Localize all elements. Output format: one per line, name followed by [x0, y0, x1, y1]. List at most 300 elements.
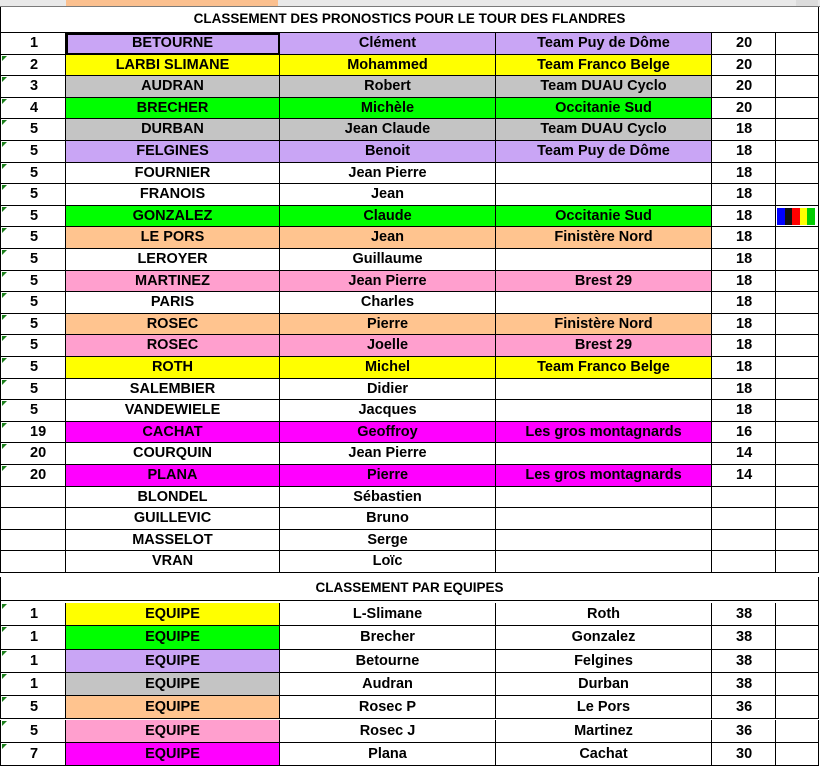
name-cell[interactable] — [66, 249, 280, 271]
points-cell[interactable] — [712, 357, 776, 379]
extra-cell[interactable] — [776, 357, 819, 379]
points-cell[interactable] — [712, 271, 776, 293]
extra-cell[interactable] — [776, 335, 819, 357]
points-cell[interactable] — [712, 335, 776, 357]
team-member-b-cell[interactable] — [496, 603, 712, 626]
team-points-cell-text: 38 — [736, 675, 753, 692]
firstname-cell[interactable] — [280, 76, 496, 98]
firstname-cell-text: Jean Pierre — [348, 445, 427, 462]
points-cell[interactable] — [712, 119, 776, 141]
team-member-b-cell[interactable] — [496, 626, 712, 649]
name-cell[interactable] — [66, 76, 280, 98]
rank-cell[interactable] — [0, 422, 66, 444]
team-cell[interactable] — [496, 76, 712, 98]
points-cell-text: 20 — [736, 35, 753, 51]
ranking-row — [0, 184, 820, 206]
rank-cell[interactable] — [0, 551, 66, 573]
team-row — [0, 626, 820, 649]
name-cell[interactable] — [66, 465, 280, 487]
points-cell-text: 18 — [736, 229, 753, 246]
points-cell-text: 18 — [736, 359, 753, 375]
extra-cell[interactable] — [776, 184, 819, 206]
firstname-cell[interactable] — [280, 335, 496, 357]
rank-cell[interactable] — [0, 487, 66, 509]
team-cell[interactable] — [496, 98, 712, 120]
name-cell-text: CACHAT — [142, 423, 203, 440]
points-cell[interactable] — [712, 98, 776, 120]
name-cell[interactable] — [66, 141, 280, 163]
team-cell[interactable] — [496, 400, 712, 422]
points-cell[interactable] — [712, 33, 776, 55]
name-cell[interactable] — [66, 487, 280, 509]
name-cell-text: FOURNIER — [134, 164, 211, 181]
extra-cell[interactable] — [776, 400, 819, 422]
extra-cell[interactable] — [776, 227, 819, 249]
team-cell[interactable] — [496, 33, 712, 55]
points-cell[interactable] — [712, 508, 776, 530]
points-cell[interactable] — [712, 163, 776, 185]
extra-cell[interactable] — [776, 33, 819, 55]
ranking-row — [0, 141, 820, 163]
name-cell[interactable] — [66, 508, 280, 530]
firstname-cell[interactable] — [280, 163, 496, 185]
team-rank-cell[interactable] — [0, 603, 66, 626]
extra-cell[interactable] — [776, 508, 819, 530]
cell-comment-marker — [2, 721, 7, 726]
name-cell[interactable] — [66, 184, 280, 206]
ranking-row — [0, 530, 820, 552]
team-row — [0, 603, 820, 626]
points-cell[interactable] — [712, 400, 776, 422]
points-cell[interactable] — [712, 530, 776, 552]
team-points-cell[interactable] — [712, 626, 776, 649]
points-cell-text: 18 — [736, 402, 753, 419]
name-cell-text: COURQUIN — [133, 445, 212, 462]
team-member-b-cell[interactable] — [496, 720, 712, 743]
team-member-a-cell[interactable] — [280, 673, 496, 696]
name-cell[interactable] — [66, 314, 280, 336]
team-cell[interactable] — [496, 379, 712, 401]
team-cell[interactable] — [496, 530, 712, 552]
previous-row-accent — [66, 0, 278, 6]
extra-cell[interactable] — [776, 422, 819, 444]
team-points-cell[interactable] — [712, 650, 776, 673]
team-rank-cell-text: 1 — [30, 675, 39, 692]
team-cell[interactable] — [496, 55, 712, 77]
ranking-row — [0, 55, 820, 77]
team-label-cell[interactable] — [66, 603, 280, 626]
ranking-row — [0, 443, 820, 465]
rank-cell[interactable] — [0, 271, 66, 293]
team-cell[interactable] — [496, 141, 712, 163]
team-cell[interactable] — [496, 314, 712, 336]
team-member-a-cell[interactable] — [280, 696, 496, 719]
flag-stripe — [800, 208, 808, 225]
ranking-row — [0, 206, 820, 228]
name-cell[interactable] — [66, 422, 280, 444]
previous-row-strip — [0, 0, 820, 7]
team-member-a-cell[interactable] — [280, 743, 496, 766]
cell-comment-marker — [2, 120, 7, 125]
team-rank-cell-text: 1 — [30, 652, 39, 669]
ranking-row — [0, 487, 820, 509]
ranking-row — [0, 379, 820, 401]
team-extra-cell[interactable] — [776, 650, 819, 673]
rank-cell-text: 20 — [30, 445, 47, 462]
firstname-cell[interactable] — [280, 98, 496, 120]
firstname-cell-text: Robert — [364, 78, 411, 95]
points-cell[interactable] — [712, 141, 776, 163]
team-points-cell[interactable] — [712, 696, 776, 719]
points-cell[interactable] — [712, 206, 776, 228]
extra-cell[interactable] — [776, 119, 819, 141]
extra-cell[interactable] — [776, 551, 819, 573]
team-extra-cell[interactable] — [776, 603, 819, 626]
team-member-a-cell[interactable] — [280, 603, 496, 626]
rank-cell[interactable] — [0, 98, 66, 120]
points-cell-text: 18 — [736, 294, 753, 311]
team-cell[interactable] — [496, 551, 712, 573]
team-rank-cell[interactable] — [0, 673, 66, 696]
points-cell[interactable] — [712, 227, 776, 249]
firstname-cell[interactable] — [280, 55, 496, 77]
firstname-cell[interactable] — [280, 465, 496, 487]
team-points-cell-text: 38 — [736, 606, 753, 622]
team-cell[interactable] — [496, 335, 712, 357]
rank-cell-text: 20 — [30, 467, 47, 483]
team-cell[interactable] — [496, 206, 712, 228]
team-row — [0, 673, 820, 696]
rank-cell[interactable] — [0, 33, 66, 55]
rank-cell-text: 5 — [30, 143, 39, 159]
name-cell-text: FELGINES — [136, 143, 209, 159]
firstname-cell-text: Didier — [366, 380, 409, 397]
team-cell[interactable] — [496, 184, 712, 206]
name-cell[interactable] — [66, 379, 280, 401]
cell-comment-marker — [2, 185, 7, 190]
team-cell[interactable] — [496, 227, 712, 249]
firstname-cell-text: Guillaume — [352, 251, 423, 267]
name-cell[interactable] — [66, 98, 280, 120]
rank-cell[interactable] — [0, 227, 66, 249]
firstname-cell-text: Jean Pierre — [348, 164, 427, 181]
team-points-cell[interactable] — [712, 743, 776, 766]
rank-cell-text: 4 — [30, 99, 39, 116]
team-label-cell[interactable] — [66, 673, 280, 696]
team-cell[interactable] — [496, 487, 712, 509]
extra-cell[interactable] — [776, 292, 819, 314]
rank-cell[interactable] — [0, 357, 66, 379]
name-cell[interactable] — [66, 357, 280, 379]
team-row — [0, 696, 820, 719]
team-points-cell-text: 36 — [736, 722, 753, 739]
rank-cell[interactable] — [0, 508, 66, 530]
name-cell-text: BRECHER — [136, 99, 209, 116]
firstname-cell[interactable] — [280, 487, 496, 509]
team-rank-cell[interactable] — [0, 626, 66, 649]
cell-comment-marker — [2, 207, 7, 212]
extra-cell[interactable] — [776, 206, 819, 228]
team-member-b-cell-text: Gonzalez — [571, 629, 636, 646]
firstname-cell[interactable] — [280, 551, 496, 573]
extra-cell[interactable] — [776, 379, 819, 401]
team-row — [0, 650, 820, 673]
team-cell[interactable] — [496, 292, 712, 314]
firstname-cell[interactable] — [280, 271, 496, 293]
team-rank-cell-text: 5 — [30, 722, 39, 739]
extra-cell[interactable] — [776, 76, 819, 98]
rank-cell-text: 5 — [30, 272, 39, 289]
extra-cell[interactable] — [776, 443, 819, 465]
firstname-cell[interactable] — [280, 141, 496, 163]
name-cell-text: FRANOIS — [139, 186, 206, 203]
firstname-cell[interactable] — [280, 119, 496, 141]
points-cell[interactable] — [712, 292, 776, 314]
flag-stripe — [785, 208, 793, 225]
name-cell-text: BETOURNE — [131, 35, 214, 51]
firstname-cell[interactable] — [280, 530, 496, 552]
points-cell[interactable] — [712, 465, 776, 487]
firstname-cell[interactable] — [280, 227, 496, 249]
name-cell[interactable] — [66, 119, 280, 141]
rank-cell-text: 5 — [30, 251, 39, 267]
team-member-a-cell[interactable] — [280, 720, 496, 743]
cell-comment-marker — [2, 466, 7, 471]
team-rank-cell[interactable] — [0, 720, 66, 743]
name-cell-text: LE PORS — [140, 229, 205, 246]
rank-cell[interactable] — [0, 465, 66, 487]
team-member-b-cell[interactable] — [496, 743, 712, 766]
rank-cell-text: 5 — [30, 164, 39, 181]
team-points-cell[interactable] — [712, 673, 776, 696]
rank-cell[interactable] — [0, 314, 66, 336]
team-rank-cell[interactable] — [0, 650, 66, 673]
rank-cell[interactable] — [0, 141, 66, 163]
name-cell[interactable] — [66, 335, 280, 357]
rank-cell[interactable] — [0, 184, 66, 206]
points-cell[interactable] — [712, 551, 776, 573]
firstname-cell-text: Benoit — [364, 143, 411, 159]
team-member-a-cell[interactable] — [280, 626, 496, 649]
teams-title-text: CLASSEMENT PAR EQUIPES — [315, 580, 504, 595]
points-cell-text: 18 — [736, 251, 753, 267]
extra-cell[interactable] — [776, 249, 819, 271]
cell-comment-marker — [2, 272, 7, 277]
team-member-a-cell-text: Rosec P — [358, 699, 417, 716]
rank-cell[interactable] — [0, 55, 66, 77]
name-cell[interactable] — [66, 271, 280, 293]
rank-cell-text: 3 — [30, 78, 39, 95]
extra-cell[interactable] — [776, 55, 819, 77]
team-label-cell[interactable] — [66, 626, 280, 649]
team-cell[interactable] — [496, 357, 712, 379]
firstname-cell-text: Michel — [364, 359, 411, 375]
extra-cell[interactable] — [776, 98, 819, 120]
extra-cell[interactable] — [776, 271, 819, 293]
team-label-cell[interactable] — [66, 650, 280, 673]
name-cell[interactable] — [66, 55, 280, 77]
rank-cell[interactable] — [0, 400, 66, 422]
extra-cell[interactable] — [776, 141, 819, 163]
team-cell[interactable] — [496, 422, 712, 444]
firstname-cell[interactable] — [280, 443, 496, 465]
firstname-cell[interactable] — [280, 422, 496, 444]
rank-cell[interactable] — [0, 443, 66, 465]
points-cell[interactable] — [712, 76, 776, 98]
team-cell-text: Team Franco Belge — [537, 359, 670, 375]
firstname-cell[interactable] — [280, 33, 496, 55]
name-cell[interactable] — [66, 206, 280, 228]
team-cell[interactable] — [496, 163, 712, 185]
team-member-b-cell-text: Felgines — [574, 652, 633, 669]
name-cell[interactable] — [66, 443, 280, 465]
points-cell-text: 18 — [736, 164, 753, 181]
rank-cell[interactable] — [0, 379, 66, 401]
team-label-cell[interactable] — [66, 720, 280, 743]
name-cell[interactable] — [66, 400, 280, 422]
name-cell[interactable] — [66, 530, 280, 552]
team-member-a-cell[interactable] — [280, 650, 496, 673]
team-member-a-cell-text: Audran — [362, 675, 413, 692]
name-cell-text: DURBAN — [141, 121, 204, 138]
team-member-b-cell-text: Roth — [586, 606, 620, 622]
firstname-cell-text: Jean Claude — [344, 121, 431, 138]
rank-cell-text: 5 — [30, 315, 39, 332]
extra-cell[interactable] — [776, 530, 819, 552]
points-cell[interactable] — [712, 249, 776, 271]
rank-cell-text: 19 — [30, 423, 47, 440]
rank-cell[interactable] — [0, 119, 66, 141]
team-cell-text: Les gros montagnards — [525, 467, 682, 483]
name-cell[interactable] — [66, 33, 280, 55]
ranking-row — [0, 422, 820, 444]
team-member-b-cell-text: Martinez — [574, 722, 633, 739]
points-cell-text: 20 — [736, 99, 753, 116]
rank-cell[interactable] — [0, 76, 66, 98]
rank-cell[interactable] — [0, 249, 66, 271]
team-member-b-cell[interactable] — [496, 696, 712, 719]
firstname-cell-text: Jean — [370, 186, 405, 203]
firstname-cell[interactable] — [280, 357, 496, 379]
points-cell[interactable] — [712, 487, 776, 509]
rank-cell-text: 5 — [30, 359, 39, 375]
name-cell-text: MARTINEZ — [135, 272, 210, 289]
extra-cell[interactable] — [776, 465, 819, 487]
firstname-cell-text: Bruno — [366, 510, 409, 527]
firstname-cell-text: Mohammed — [347, 56, 428, 73]
rank-cell[interactable] — [0, 335, 66, 357]
extra-cell[interactable] — [776, 163, 819, 185]
firstname-cell-text: Geoffroy — [357, 423, 418, 440]
firstname-cell-text: Jacques — [358, 402, 417, 419]
ranking-row — [0, 508, 820, 530]
name-cell-text: GONZALEZ — [132, 207, 213, 224]
firstname-cell[interactable] — [280, 508, 496, 530]
name-cell[interactable] — [66, 292, 280, 314]
cell-comment-marker — [2, 604, 7, 609]
firstname-cell[interactable] — [280, 249, 496, 271]
team-rank-cell-text: 1 — [30, 629, 39, 646]
team-points-cell[interactable] — [712, 603, 776, 626]
firstname-cell-text: Pierre — [366, 315, 409, 332]
firstname-cell[interactable] — [280, 206, 496, 228]
team-extra-cell[interactable] — [776, 743, 819, 766]
team-cell[interactable] — [496, 443, 712, 465]
name-cell[interactable] — [66, 551, 280, 573]
points-cell-text: 18 — [736, 380, 753, 397]
extra-cell[interactable] — [776, 487, 819, 509]
points-cell-text: 16 — [736, 423, 753, 440]
team-points-cell-text: 30 — [736, 745, 753, 762]
rank-cell[interactable] — [0, 292, 66, 314]
team-cell-text: Brest 29 — [574, 337, 633, 354]
team-label-cell-text: EQUIPE — [145, 675, 200, 692]
points-cell[interactable] — [712, 55, 776, 77]
firstname-cell-text: Jean Pierre — [348, 272, 427, 289]
cell-comment-marker — [2, 250, 7, 255]
team-extra-cell[interactable] — [776, 696, 819, 719]
name-cell-text: VRAN — [151, 553, 194, 570]
team-member-a-cell-text: Betourne — [355, 652, 420, 669]
points-cell[interactable] — [712, 443, 776, 465]
team-cell[interactable] — [496, 465, 712, 487]
team-cell[interactable] — [496, 119, 712, 141]
firstname-cell[interactable] — [280, 314, 496, 336]
team-extra-cell[interactable] — [776, 720, 819, 743]
team-label-cell[interactable] — [66, 743, 280, 766]
points-cell-text: 14 — [736, 445, 753, 462]
firstname-cell[interactable] — [280, 400, 496, 422]
firstname-cell-text: Loïc — [372, 553, 403, 570]
points-cell[interactable] — [712, 379, 776, 401]
points-cell[interactable] — [712, 184, 776, 206]
rank-cell[interactable] — [0, 163, 66, 185]
rank-cell-text: 5 — [30, 380, 39, 397]
name-cell-text: AUDRAN — [141, 78, 204, 95]
ranking-row — [0, 163, 820, 185]
name-cell[interactable] — [66, 163, 280, 185]
points-cell[interactable] — [712, 314, 776, 336]
cell-comment-marker — [2, 77, 7, 82]
extra-cell[interactable] — [776, 314, 819, 336]
name-cell-text: LEROYER — [137, 251, 208, 267]
team-rank-cell[interactable] — [0, 743, 66, 766]
cell-comment-marker — [2, 697, 7, 702]
team-member-b-cell[interactable] — [496, 673, 712, 696]
points-cell[interactable] — [712, 422, 776, 444]
team-rank-cell[interactable] — [0, 696, 66, 719]
ranking-row — [0, 551, 820, 573]
team-cell[interactable] — [496, 249, 712, 271]
name-cell-text: MASSELOT — [132, 531, 213, 548]
firstname-cell[interactable] — [280, 292, 496, 314]
rank-cell[interactable] — [0, 530, 66, 552]
team-cell[interactable] — [496, 508, 712, 530]
name-cell[interactable] — [66, 227, 280, 249]
team-member-b-cell[interactable] — [496, 650, 712, 673]
firstname-cell[interactable] — [280, 379, 496, 401]
ranking-row — [0, 98, 820, 120]
team-extra-cell[interactable] — [776, 673, 819, 696]
rank-cell[interactable] — [0, 206, 66, 228]
team-points-cell[interactable] — [712, 720, 776, 743]
team-extra-cell[interactable] — [776, 626, 819, 649]
team-label-cell[interactable] — [66, 696, 280, 719]
points-cell-text: 18 — [736, 207, 753, 224]
team-cell[interactable] — [496, 271, 712, 293]
points-cell-text: 20 — [736, 78, 753, 95]
firstname-cell[interactable] — [280, 184, 496, 206]
